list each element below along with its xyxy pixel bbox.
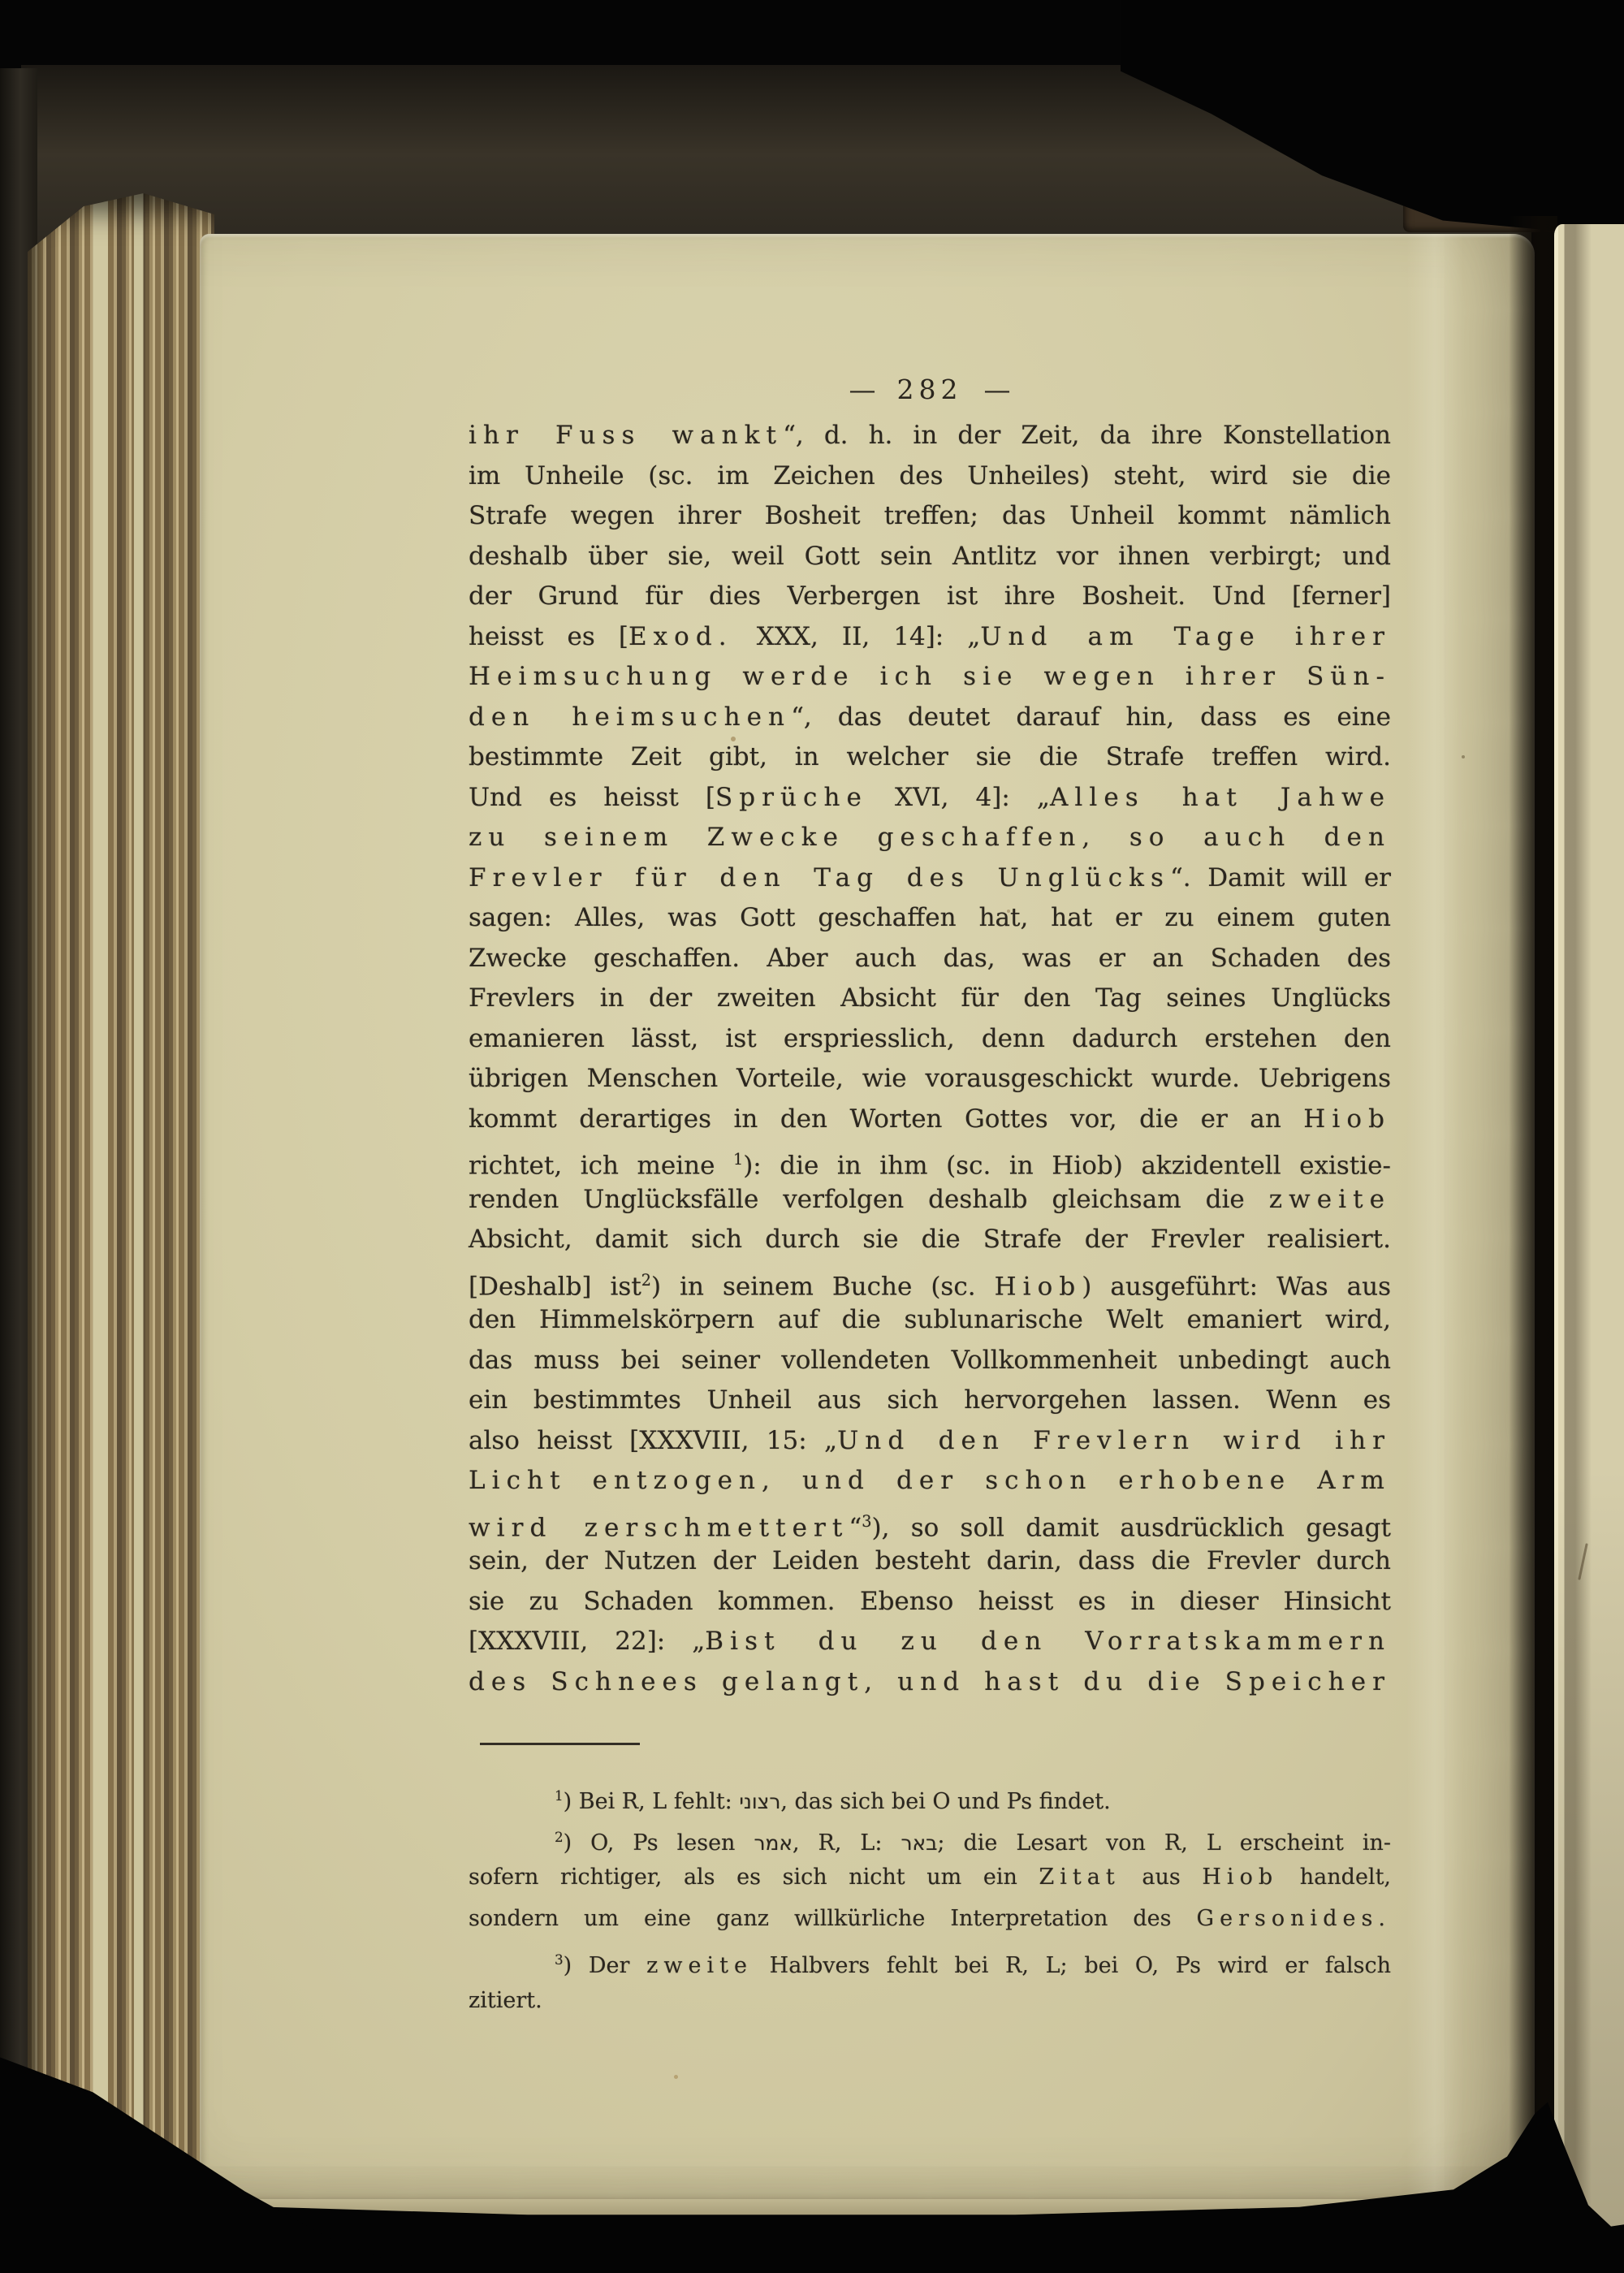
text-segment-normal: XVI, 4]: „ xyxy=(867,782,1050,812)
text-segment-normal: zitiert. xyxy=(469,1987,542,2013)
text-segment-spaced: Frevler für den Tag des Unglücks xyxy=(469,862,1170,892)
text-segment-spaced: Licht entzogen, und der schon erhobene Arm xyxy=(469,1466,1391,1495)
text-segment-spaced: Bist du zu den Vorratskammern xyxy=(705,1627,1391,1656)
text-line xyxy=(469,1019,1391,1060)
text-line xyxy=(469,1180,1391,1221)
text-segment-hebrew: רצוני xyxy=(739,1790,781,1813)
text-segment-normal: Und es heisst [ xyxy=(469,782,715,812)
text-line xyxy=(469,1541,1391,1582)
text-line xyxy=(469,577,1391,617)
footnote-line xyxy=(469,1857,1391,1899)
text-segment-normal: Halbvers fehlt bei R, L; bei O, Ps wird er falsch xyxy=(753,1953,1391,1978)
text-segment-normal: ) ausgeführt: Was aus xyxy=(1082,1271,1391,1301)
text-segment-normal: [Deshalb] ist xyxy=(469,1271,641,1301)
text-line xyxy=(469,617,1391,658)
text-segment-sup: 3 xyxy=(862,1511,872,1531)
header-left-dash: — xyxy=(849,374,876,405)
text-segment-normal: den Himmelskörpern auf die sublunarische Welt emaniert wird, xyxy=(469,1305,1391,1334)
text-line xyxy=(469,1220,1391,1260)
text-segment-normal: , das sich bei O und Ps findet. xyxy=(780,1789,1111,1814)
text-segment-normal: ) O, Ps lesen xyxy=(563,1830,754,1856)
text-segment-spaced: Alles hat Jahwe xyxy=(1049,782,1391,812)
paper-speck xyxy=(1462,755,1465,758)
text-line xyxy=(469,1100,1391,1140)
text-segment-spaced: Zitat xyxy=(1039,1865,1121,1890)
header-right-dash: — xyxy=(983,374,1011,405)
text-segment-normal: das muss bei seiner vollendeten Vollkommenheit unbedingt auch xyxy=(469,1345,1391,1375)
text-line xyxy=(469,698,1391,738)
text-segment-normal: richtet, ich meine xyxy=(469,1151,733,1181)
text-line xyxy=(469,1139,1391,1180)
text-line xyxy=(469,818,1391,858)
text-line xyxy=(469,939,1391,979)
text-segment-normal: aus xyxy=(1120,1865,1203,1890)
text-line xyxy=(469,1662,1391,1703)
text-segment-spaced: Hiob xyxy=(994,1271,1082,1301)
text-segment-sup: 1 xyxy=(732,1150,744,1169)
text-line xyxy=(469,778,1391,819)
text-segment-normal: “, d. h. in der Zeit, da ihre Konstellation xyxy=(783,421,1392,450)
text-segment-normal: im Unheile (sc. im Zeichen des Unheiles) steht, wird sie die xyxy=(469,460,1391,490)
text-segment-spaced: Heimsuchung werde ich sie wegen ihrer Sün- xyxy=(469,662,1391,691)
text-segment-normal: renden Unglücksfälle verfolgen deshalb gleichsam die xyxy=(469,1184,1269,1214)
text-line xyxy=(469,1341,1391,1381)
text-segment-normal: , R, L: xyxy=(792,1830,901,1856)
text-segment-spaced: den heimsuchen xyxy=(469,702,792,732)
text-segment-spaced: Hiob xyxy=(1303,1104,1391,1134)
text-segment-normal: emanieren lässt, ist erspriesslich, denn dadurch erstehen den xyxy=(469,1023,1391,1053)
text-segment-normal: sie zu Schaden kommen. Ebenso heisst es in dieser Hinsicht xyxy=(469,1586,1391,1616)
text-line xyxy=(469,737,1391,778)
text-segment-normal: Zwecke geschaffen. Aber auch das, was er an Schaden des xyxy=(469,943,1391,973)
text-segment-spaced: Und am Tage ihrer xyxy=(980,621,1391,651)
text-segment-spaced: Und den Frevlern wird ihr xyxy=(837,1425,1391,1455)
text-line xyxy=(469,979,1391,1019)
gutter-shadow xyxy=(1509,216,1557,2241)
text-line xyxy=(469,1582,1391,1623)
text-line xyxy=(469,496,1391,537)
text-segment-normal: ): die in ihm (sc. in Hiob) akzidentell existie- xyxy=(743,1151,1391,1181)
text-segment-normal: also heisst [XXXVIII, 15: „ xyxy=(469,1425,838,1455)
text-segment-normal: “, das deutet darauf hin, dass es eine xyxy=(791,702,1391,732)
text-line xyxy=(469,1260,1391,1301)
text-segment-normal: sagen: Alles, was Gott geschaffen hat, hat er zu einem guten xyxy=(469,903,1391,932)
text-segment-normal: ) in seinem Buche (sc. xyxy=(651,1271,995,1301)
text-line xyxy=(469,858,1391,899)
text-segment-spaced: Exod. xyxy=(628,621,733,651)
text-segment-normal: übrigen Menschen Vorteile, wie vorausgeschickt wurde. Uebrigens xyxy=(469,1064,1391,1093)
text-segment-spaced: zweite xyxy=(1268,1184,1391,1214)
text-segment-normal: ), so soll damit ausdrücklich gesagt xyxy=(871,1512,1391,1542)
text-segment-hebrew: אמר xyxy=(754,1830,793,1855)
text-segment-normal: [XXXVIII, 22]: „ xyxy=(469,1627,706,1656)
text-segment-normal: ) Der xyxy=(563,1953,647,1978)
text-line xyxy=(469,1622,1391,1662)
text-segment-normal: kommt derartiges in den Worten Gottes vor, die er an xyxy=(469,1104,1304,1134)
text-line xyxy=(469,1502,1391,1542)
text-line xyxy=(469,1421,1391,1462)
text-segment-normal: handelt, xyxy=(1278,1865,1391,1890)
text-segment-spaced: zweite xyxy=(646,1953,753,1978)
main-text-block xyxy=(469,416,1391,1702)
text-line xyxy=(469,416,1391,456)
right-page-edge xyxy=(1554,224,1624,2232)
text-segment-normal: bestimmte Zeit gibt, in welcher sie die Strafe treffen wird. xyxy=(469,742,1391,771)
text-segment-normal: Strafe wegen ihrer Bosheit treffen; das Unheil kommt nämlich xyxy=(469,501,1391,530)
text-segment-normal: XXX, II, 14]: „ xyxy=(732,621,981,651)
text-segment-normal: deshalb über sie, weil Gott sein Antlitz vor ihnen verbirgt; und xyxy=(469,541,1391,571)
text-segment-spaced: Sprüche xyxy=(715,782,868,812)
footnote-line xyxy=(469,1899,1391,1940)
text-line xyxy=(469,1381,1391,1421)
text-line xyxy=(469,1461,1391,1502)
text-line xyxy=(469,898,1391,939)
footnote-separator-rule xyxy=(480,1743,640,1745)
text-segment-normal: sein, der Nutzen der Leiden besteht darin, dass die Frevler durch xyxy=(469,1546,1391,1575)
text-line xyxy=(469,657,1391,698)
text-segment-sup: 2 xyxy=(555,1828,564,1845)
text-segment-normal: ) Bei R, L fehlt: xyxy=(563,1789,740,1814)
text-line xyxy=(469,1059,1391,1100)
footnote-line xyxy=(469,1981,1391,2022)
text-segment-normal: sofern richtiger, als es sich nicht um ein xyxy=(469,1865,1039,1890)
text-segment-sup: 3 xyxy=(555,1951,564,1968)
text-segment-normal: ein bestimmtes Unheil aus sich hervorgehen lassen. Wenn es xyxy=(469,1385,1391,1415)
text-segment-normal: Frevlers in der zweiten Absicht für den Tag seines Unglücks xyxy=(469,983,1391,1013)
text-segment-spaced: zu seinem Zwecke geschaffen, so auch den xyxy=(469,823,1391,852)
page-header xyxy=(469,374,1391,405)
text-line xyxy=(469,1300,1391,1341)
page-number: 282 xyxy=(896,374,963,405)
text-segment-sup: 1 xyxy=(555,1787,564,1804)
text-segment-spaced: Hiob xyxy=(1202,1865,1279,1890)
text-segment-spaced: des Schnees gelangt, und hast du die Speicher xyxy=(469,1666,1391,1696)
text-segment-spaced: Gersonides. xyxy=(1196,1905,1391,1931)
text-segment-normal: “ xyxy=(849,1512,862,1542)
text-segment-hebrew: באר xyxy=(901,1830,938,1855)
text-line xyxy=(469,456,1391,497)
text-segment-normal: Absicht, damit sich durch sie die Strafe der Frevler realisiert. xyxy=(469,1225,1391,1254)
text-segment-normal: ; die Lesart von R, L erscheint in- xyxy=(937,1830,1391,1856)
text-segment-spaced: wird zerschmettert xyxy=(469,1512,849,1542)
text-segment-normal: sondern um eine ganz willkürliche Interpretation des xyxy=(469,1905,1197,1931)
text-segment-sup: 2 xyxy=(641,1270,652,1290)
page-edge-stack xyxy=(28,193,214,2243)
footnotes-block xyxy=(469,1775,1391,2021)
text-segment-normal: “. Damit will er xyxy=(1169,862,1391,892)
text-segment-normal: heisst es [ xyxy=(469,621,628,651)
paper-speck xyxy=(674,2075,678,2079)
footnote-line xyxy=(469,1817,1391,1858)
text-segment-spaced: ihr Fuss wankt xyxy=(469,421,784,450)
footnote-line xyxy=(469,1939,1391,1981)
text-segment-normal: der Grund für dies Verbergen ist ihre Bosheit. Und [ferner] xyxy=(469,581,1391,611)
text-line xyxy=(469,537,1391,577)
footnote-line xyxy=(469,1775,1391,1817)
